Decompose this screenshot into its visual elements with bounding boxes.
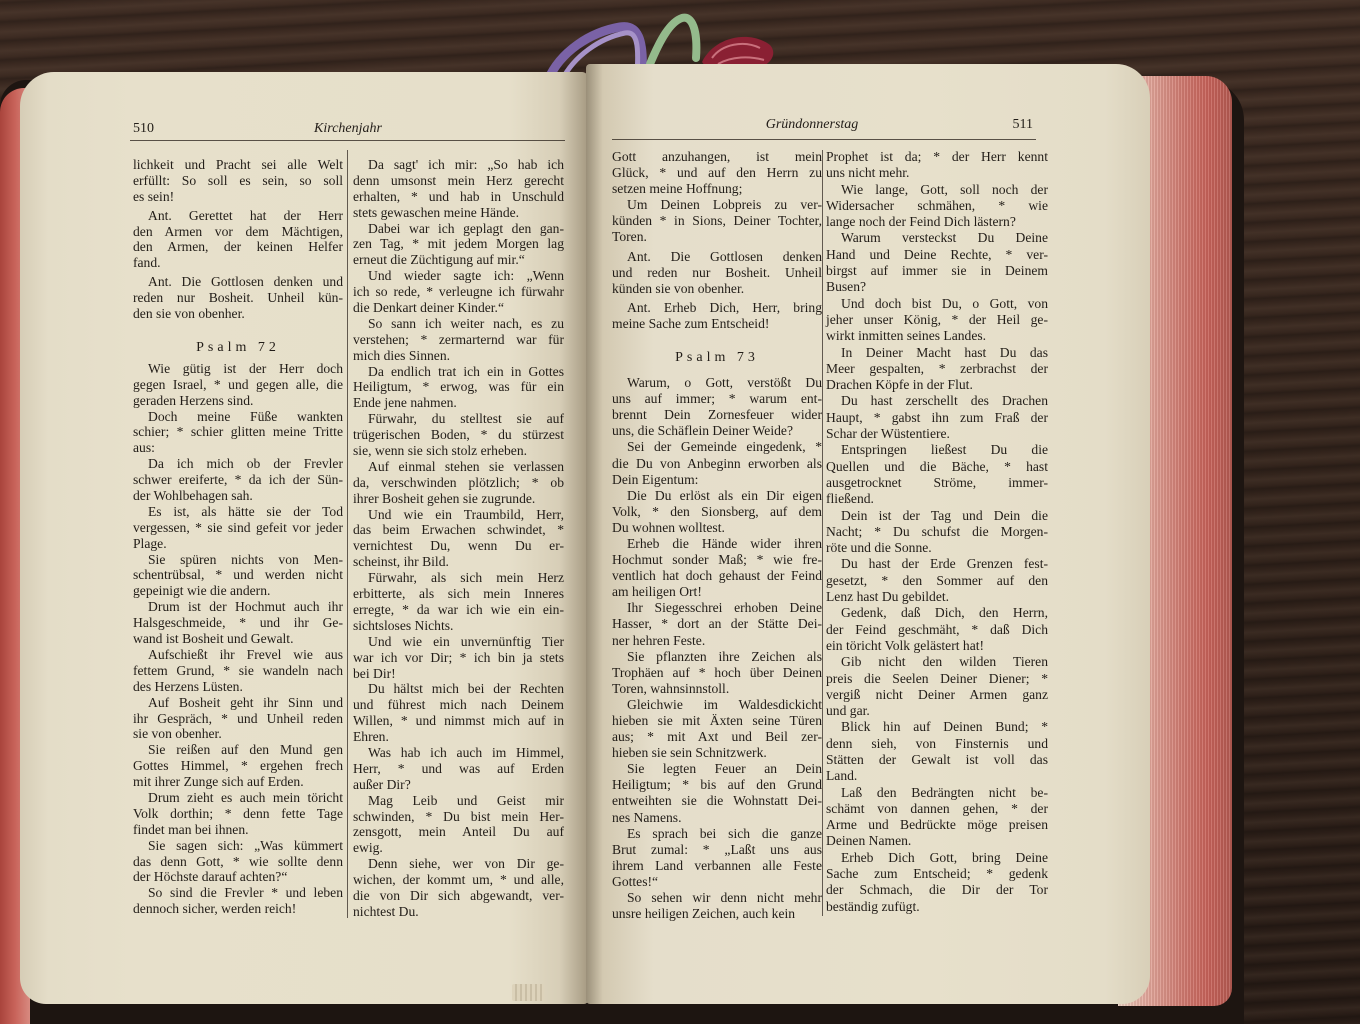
text-line: Sie sagen sich: „Was kümmert: [148, 837, 343, 853]
text-line: lange noch der Feind Dich lästern?: [826, 214, 1016, 230]
verse-paragraph: [133, 157, 343, 205]
text-line: Auf Bosheit geht ihr Sinn und: [148, 694, 343, 710]
text-line: sie von obenher.: [133, 726, 222, 742]
verse-paragraph: [612, 761, 822, 825]
text-line: Heiligtum, * erwog, was für ein: [353, 379, 564, 395]
text-line: Du hast zerschellt des Drachen: [841, 393, 1048, 409]
verse-paragraph: [353, 364, 564, 412]
text-line: Toren, wahnsinnstoll.: [612, 680, 730, 696]
text-line: verstehen; * zermarternd war für: [353, 331, 564, 347]
text-line: Drachen Köpfe in der Flut.: [826, 377, 973, 393]
text-line: der Schmach, die Dir der Tor: [826, 882, 1048, 898]
text-line: Was hab ich auch im Himmel,: [368, 744, 564, 760]
verse-paragraph: [612, 488, 822, 536]
text-line: außer Dir?: [353, 776, 411, 792]
text-line: So sann ich weiter nach, es zu: [368, 315, 564, 331]
verse-paragraph: [612, 149, 822, 197]
text-line: ner hehren Feste.: [612, 632, 706, 648]
verse-paragraph: [612, 197, 822, 245]
text-line: Halsgeschmeide, * und ihr Ge-: [133, 615, 343, 631]
text-line: Lenz hast Du gebildet.: [826, 589, 950, 605]
text-line: Gottes Himmel, * ergehen frech: [133, 758, 343, 774]
verse-paragraph: [612, 536, 822, 600]
text-line: Entspringen ließest Du die: [841, 442, 1048, 458]
text-line: den Armen vor dem Mächtigen,: [133, 223, 343, 239]
verse-paragraph: [826, 182, 1048, 231]
text-line: Land.: [826, 768, 858, 784]
verse-paragraph: [826, 230, 1048, 295]
column-divider: [822, 150, 823, 916]
verse-paragraph: [353, 316, 564, 364]
text-line: Busen?: [826, 279, 867, 295]
verse-paragraph: [826, 850, 1048, 915]
text-line: am heiligen Ort!: [612, 584, 702, 600]
text-line: die von Dir sich abgewandt, ver-: [353, 887, 564, 903]
verse-paragraph: [612, 375, 822, 439]
text-line: Und doch bist Du, o Gott, von: [841, 295, 1048, 311]
verse-paragraph: [353, 681, 564, 745]
text-line: Trophäen auf * hoch über Deinen: [612, 664, 822, 680]
text-line: Ende jene nahmen.: [353, 395, 457, 411]
text-line: es sein!: [133, 188, 175, 204]
text-line: Warum, o Gott, verstößt Du: [627, 375, 822, 391]
verse-paragraph: [133, 552, 343, 600]
verse-paragraph: [826, 654, 1048, 719]
text-line: Die Du erlöst als ein Dir eigen: [627, 487, 822, 503]
text-line: schwinden, * Du bist mein Her-: [353, 808, 564, 824]
verse-paragraph: [133, 599, 343, 647]
text-line: findet man bei ihnen.: [133, 821, 249, 837]
verse-paragraph: [133, 838, 343, 886]
text-line: Gleichwie im Waldesdickicht: [627, 696, 822, 712]
left-page: [20, 72, 588, 1004]
text-line: erneut die Züchtigung auf mir.“: [353, 252, 525, 268]
text-line: stets gewaschen meine Hände.: [353, 204, 520, 220]
antiphon-paragraph: [612, 249, 822, 297]
verse-paragraph: [133, 361, 343, 409]
text-line: uns auf immer; * warum ent-: [612, 391, 822, 407]
antiphon-paragraph: [612, 300, 822, 332]
verse-paragraph: [826, 296, 1048, 345]
text-line: nes Namens.: [612, 809, 682, 825]
text-line: Prophet ist da; * der Herr kennt: [826, 149, 1048, 164]
text-line: Volk dorthin; * denn fette Tage: [133, 805, 343, 821]
verse-paragraph: [826, 345, 1048, 394]
text-line: Ant. Die Gottlosen denken: [627, 248, 822, 264]
text-line: schämt von dannen gehen, * der: [826, 800, 1048, 816]
text-line: ihr Gespräch, * und Unheil reden: [133, 710, 343, 726]
ribbon-end: [512, 984, 544, 1001]
text-line: scheinst, ihr Bild.: [353, 554, 449, 570]
text-line: zensgott, mein Anteil Du auf: [353, 824, 564, 840]
verse-paragraph: [133, 504, 343, 552]
verse-paragraph: [826, 508, 1048, 557]
text-line: Stätten der Gewalt ist voll das: [826, 751, 1048, 767]
verse-paragraph: [353, 634, 564, 682]
text-line: erregte, * da war ich wie ein ein-: [353, 601, 564, 617]
verse-paragraph: [612, 439, 822, 487]
text-line: wichen, der kommt um, * und alle,: [353, 872, 564, 888]
text-line: der Feind geschmäht, * daß Dich: [826, 621, 1048, 637]
text-line: Haupt, * gabst ihn zum Fraß der: [826, 409, 1048, 425]
verse-paragraph: [353, 268, 564, 316]
text-line: Warum versteckst Du Deine: [841, 230, 1048, 246]
text-line: der Höchste darauf achten?“: [133, 869, 288, 885]
text-line: zen Tag, * mit jedem Morgen lag: [353, 236, 564, 252]
text-line: Heiligtum; * bis auf den Grund: [612, 777, 822, 793]
verse-paragraph: [353, 157, 564, 221]
text-line: Es ist, als hätte sie der Tod: [148, 503, 343, 519]
page-number: 510: [133, 121, 154, 136]
text-line: nichtest Du.: [353, 903, 419, 919]
text-line: Schar der Wüstentiere.: [826, 426, 950, 442]
text-line: Hasser, * dort an der Stätte Dei-: [612, 616, 822, 632]
text-line: Drum ist der Hochmut auch ihr: [148, 599, 343, 615]
text-line: röte und die Sonne.: [826, 540, 932, 556]
text-line: Da sagt' ich mir: „So hab ich: [368, 157, 564, 172]
text-line: aus:: [133, 440, 155, 456]
text-line: Sie reißen auf den Mund gen: [148, 742, 343, 758]
text-line: sichtsloses Nichts.: [353, 617, 454, 633]
text-column-left: [133, 157, 343, 917]
psalm-heading: Psalm 72: [196, 339, 280, 355]
verse-paragraph: [612, 826, 822, 890]
text-line: setzen meine Hoffnung;: [612, 181, 743, 197]
verse-paragraph: [133, 742, 343, 790]
text-line: Gedenk, daß Dich, den Herrn,: [841, 605, 1048, 621]
text-line: Volk, * den Sionsberg, auf dem: [612, 503, 822, 519]
verse-paragraph: [826, 785, 1048, 850]
verse-paragraph: [826, 556, 1048, 605]
text-line: brennt Dein Zornesfeuer wider: [612, 407, 822, 423]
text-line: Und wie ein unvernünftig Tier: [368, 633, 564, 649]
verse-paragraph: [353, 856, 564, 920]
verse-paragraph: [353, 411, 564, 459]
text-line: unsre heiligen Zeichen, auch kein: [612, 906, 796, 922]
text-line: uns, die Schäflein Deiner Weide?: [612, 423, 793, 439]
header-rule: [130, 140, 565, 141]
text-line: Sie spüren nichts von Men-: [148, 551, 343, 567]
text-line: fettem Grund, * sie wandeln nach: [133, 662, 343, 678]
text-line: erfüllt: So soll es sein, so soll: [133, 172, 343, 188]
antiphon-paragraph: [133, 208, 343, 272]
text-line: trügerischen Boden, * du stürzest: [353, 427, 564, 443]
text-line: mit ihrer Zunge sich auf Erden.: [133, 774, 304, 790]
verse-paragraph: [612, 649, 822, 697]
text-line: fand.: [133, 255, 161, 271]
text-line: Wie gütig ist der Herr doch: [148, 360, 343, 376]
text-line: ein töricht Volk gelästert hat!: [826, 637, 985, 653]
text-line: Du hast der Erde Grenzen fest-: [841, 556, 1048, 572]
text-line: meine Sache zum Entscheid!: [612, 315, 770, 331]
text-line: da, verschwinden plötzlich; * ob: [353, 474, 564, 490]
text-line: Auf einmal stehen sie verlassen: [368, 458, 564, 474]
text-line: gegen Israel, * und gegen alle, die: [133, 376, 343, 392]
text-line: Um Deinen Lobpreis zu ver-: [627, 197, 822, 213]
text-line: vernichtest Du, wenn Du er-: [353, 538, 564, 554]
verse-paragraph: [133, 456, 343, 504]
text-line: Da endlich trat ich ein in Gottes: [368, 363, 564, 379]
verse-paragraph: [133, 409, 343, 457]
text-line: ewig.: [353, 840, 383, 856]
text-line: ihrem Land verbannen alle Feste: [612, 857, 822, 873]
text-line: Denn siehe, wer von Dir ge-: [368, 856, 564, 872]
text-line: In Deiner Macht hast Du das: [841, 344, 1048, 360]
text-line: Wie lange, Gott, soll noch der: [841, 181, 1048, 197]
text-column-right: [826, 149, 1048, 915]
text-line: preis die Seelen Deiner Diener; *: [826, 670, 1048, 686]
text-line: Dein ist der Tag und Dein die: [841, 507, 1048, 523]
text-line: Brut zumal: * „Laßt uns aus: [612, 841, 822, 857]
antiphon-paragraph: [133, 274, 343, 322]
text-line: Deinen Namen.: [826, 833, 912, 849]
text-line: den Armen, der keinen Helfer: [133, 239, 343, 255]
text-line: mich dies Sinnen.: [353, 347, 451, 363]
text-line: schwer ereiferte, * da ich der Sün-: [133, 472, 343, 488]
text-line: Widersacher schmähen, * wie: [826, 197, 1048, 213]
page-number: 511: [1012, 117, 1033, 132]
text-line: uns nicht mehr.: [826, 165, 910, 181]
text-line: jeher unser König, * der Heil ge-: [826, 311, 1048, 327]
text-line: Ant. Gerettet hat der Herr: [148, 207, 343, 223]
verse-paragraph: [133, 647, 343, 695]
text-line: Du hältst mich bei der Rechten: [368, 681, 564, 697]
text-line: bei Dir!: [353, 665, 396, 681]
text-line: Und wie ein Traumbild, Herr,: [368, 506, 564, 522]
text-line: Plage.: [133, 535, 167, 551]
text-line: Gib nicht den wilden Tieren: [841, 654, 1048, 670]
verse-paragraph: [353, 793, 564, 857]
text-line: lichkeit und Pracht sei alle Welt: [133, 157, 343, 172]
text-line: fließend.: [826, 491, 874, 507]
text-line: So sind die Frevler * und leben: [148, 885, 343, 901]
verse-paragraph: [353, 745, 564, 793]
text-line: schentrübsal, * und werden nicht: [133, 567, 343, 583]
text-line: Dein Eigentum:: [612, 471, 699, 487]
text-line: Herr, * und was auf Erden: [353, 760, 564, 776]
verse-paragraph: [612, 890, 822, 922]
text-line: ihrer Bosheit gehen sie zugrunde.: [353, 490, 536, 506]
running-head: Kirchenjahr: [314, 121, 382, 136]
text-line: Erheb die Hände wider ihren: [627, 535, 822, 551]
text-line: und führest mich nach Deinem: [353, 697, 564, 713]
text-column-right: [353, 157, 564, 920]
text-line: Drum zieht es auch mein töricht: [148, 789, 343, 805]
text-line: gepeinigt wie die andern.: [133, 583, 271, 599]
text-line: Ihr Siegesschrei erhoben Deine: [627, 600, 822, 616]
text-line: Hochmut sonder Maß; * wie fre-: [612, 552, 822, 568]
text-column-left: [612, 149, 822, 922]
text-line: der Wohlbehagen sah.: [133, 488, 253, 504]
text-line: ich so rede, * verleugne ich fürwahr: [353, 284, 564, 300]
text-line: ventlich hat doch gehaust der Feind: [612, 568, 822, 584]
text-line: schier; * schier glitten meine Tritte: [133, 424, 343, 440]
text-line: vergiß nicht Deiner Armen ganz: [826, 686, 1048, 702]
text-line: Blick hin auf Deinen Bund; *: [841, 719, 1048, 735]
text-line: geraden Herzens sind.: [133, 392, 254, 408]
text-line: wirkt inmitten seines Landes.: [826, 328, 987, 344]
text-line: Laß den Bedrängten nicht be-: [841, 784, 1048, 800]
text-line: Toren.: [612, 229, 647, 245]
verse-paragraph: [826, 719, 1048, 784]
verse-paragraph: [612, 600, 822, 648]
psalm-heading: Psalm 73: [675, 350, 759, 366]
text-line: So sehen wir denn nicht mehr: [627, 890, 822, 906]
text-line: denn umsonst mein Herz gerecht: [353, 172, 564, 188]
text-line: Ant. Die Gottlosen denken und: [148, 274, 343, 290]
text-line: Ant. Erheb Dich, Herr, bring: [627, 299, 822, 315]
text-line: die Du von Anbeginn erworben als: [612, 455, 822, 471]
text-line: des Herzens Lüsten.: [133, 678, 243, 694]
verse-paragraph: [826, 442, 1048, 507]
text-line: Nacht; * Du schufst die Morgen-: [826, 523, 1048, 539]
text-line: Fürwahr, du stelltest sie auf: [368, 411, 564, 427]
text-line: das beim Erwachen schwindet, *: [353, 522, 564, 538]
text-line: sie, wenn sie sich stolz erheben.: [353, 443, 528, 459]
verse-paragraph: [826, 149, 1048, 182]
right-page: [586, 64, 1150, 1004]
text-line: Meer gespalten, * zerbrachst der: [826, 360, 1048, 376]
text-line: Willen, * und nimmst mich auf in: [353, 713, 564, 729]
text-line: hieben sie mit Äxten seine Türen: [612, 713, 822, 728]
text-line: Du wohnen wolltest.: [612, 519, 725, 535]
text-line: Sei der Gemeinde eingedenk, *: [627, 439, 822, 455]
text-line: Hand und Deine Rechte, * ver-: [826, 246, 1048, 262]
text-line: Sache zum Entscheid; * gedenk: [826, 866, 1048, 882]
text-line: die Denkart deiner Kinder.“: [353, 300, 504, 316]
verse-paragraph: [826, 605, 1048, 654]
verse-paragraph: [353, 570, 564, 634]
text-line: Aufschießt ihr Frevel wie aus: [148, 646, 343, 662]
verse-paragraph: [353, 459, 564, 507]
text-line: Sie pflanzten ihre Zeichen als: [627, 648, 822, 664]
column-divider: [347, 150, 348, 918]
text-line: gesetzt, * den Sommer auf den: [826, 572, 1048, 588]
text-line: Dabei war ich geplagt den gan-: [368, 220, 564, 236]
text-line: Mag Leib und Geist mir: [368, 792, 564, 808]
verse-paragraph: [133, 885, 343, 917]
text-line: Arme und Bedrückte möge preisen: [826, 817, 1048, 833]
text-line: Da ich mich ob der Frevler: [148, 456, 343, 472]
text-line: den sie von obenher.: [133, 306, 245, 322]
text-line: Ehren.: [353, 729, 389, 745]
text-line: birgst auf immer sie in Deinem: [826, 263, 1048, 279]
text-line: Sie legten Feuer an Dein: [627, 761, 822, 777]
text-line: beständig zufügt.: [826, 898, 920, 914]
text-line: Und wieder sagte ich: „Wenn: [368, 268, 564, 284]
text-line: Glück, * und auf den Herrn zu: [612, 165, 822, 181]
ribbon-bookmark-green: [650, 18, 696, 64]
text-line: reden nur Bosheit. Unheil kün-: [133, 290, 343, 306]
text-line: Erheb Dich Gott, bring Deine: [841, 849, 1048, 865]
text-line: künden sie von obenher.: [612, 280, 745, 296]
text-line: dennoch sicher, werden reich!: [133, 901, 297, 917]
text-line: entweihten sie die Wohnstatt Dei-: [612, 793, 822, 809]
text-line: und gar.: [826, 703, 870, 719]
verse-paragraph: [353, 507, 564, 571]
text-line: denn sieh, von Finsternis und: [826, 735, 1048, 751]
text-line: Gott anzuhangen, ist mein: [612, 149, 822, 164]
text-line: erbitterte, als sich mein Inneres: [353, 586, 564, 602]
text-line: wand ist Bosheit und Gewalt.: [133, 631, 294, 647]
verse-paragraph: [612, 697, 822, 761]
text-line: und reden nur Bosheit. Unheil: [612, 264, 822, 280]
text-line: das denn Gott, * wie sollte denn: [133, 853, 343, 869]
running-head: Gründonnerstag: [765, 117, 859, 132]
text-line: Fürwahr, als sich mein Herz: [368, 570, 564, 586]
text-line: hieben sie sein Schnitzwerk.: [612, 745, 767, 761]
text-line: Es sprach bei sich die ganze: [627, 825, 822, 841]
verse-paragraph: [826, 393, 1048, 442]
header-rule: [612, 139, 1036, 140]
text-line: erhalten, * und hab in Unschuld: [353, 188, 564, 204]
text-line: vergessen, * sie sind gefeit vor jeder: [133, 519, 343, 535]
text-line: Quellen und die Bäche, * hast: [826, 458, 1048, 474]
text-line: Gottes!“: [612, 873, 659, 889]
text-line: künden * in Sions, Deiner Tochter,: [612, 213, 822, 229]
text-line: aus; * mit Axt und Beil zer-: [612, 729, 822, 745]
text-line: war ich vor Dir; * ich bin ja stets: [353, 649, 564, 665]
verse-paragraph: [133, 790, 343, 838]
text-line: ausgetrocknet Ströme, immer-: [826, 474, 1048, 490]
verse-paragraph: [353, 221, 564, 269]
text-line: Doch meine Füße wankten: [148, 408, 343, 424]
verse-paragraph: [133, 695, 343, 743]
